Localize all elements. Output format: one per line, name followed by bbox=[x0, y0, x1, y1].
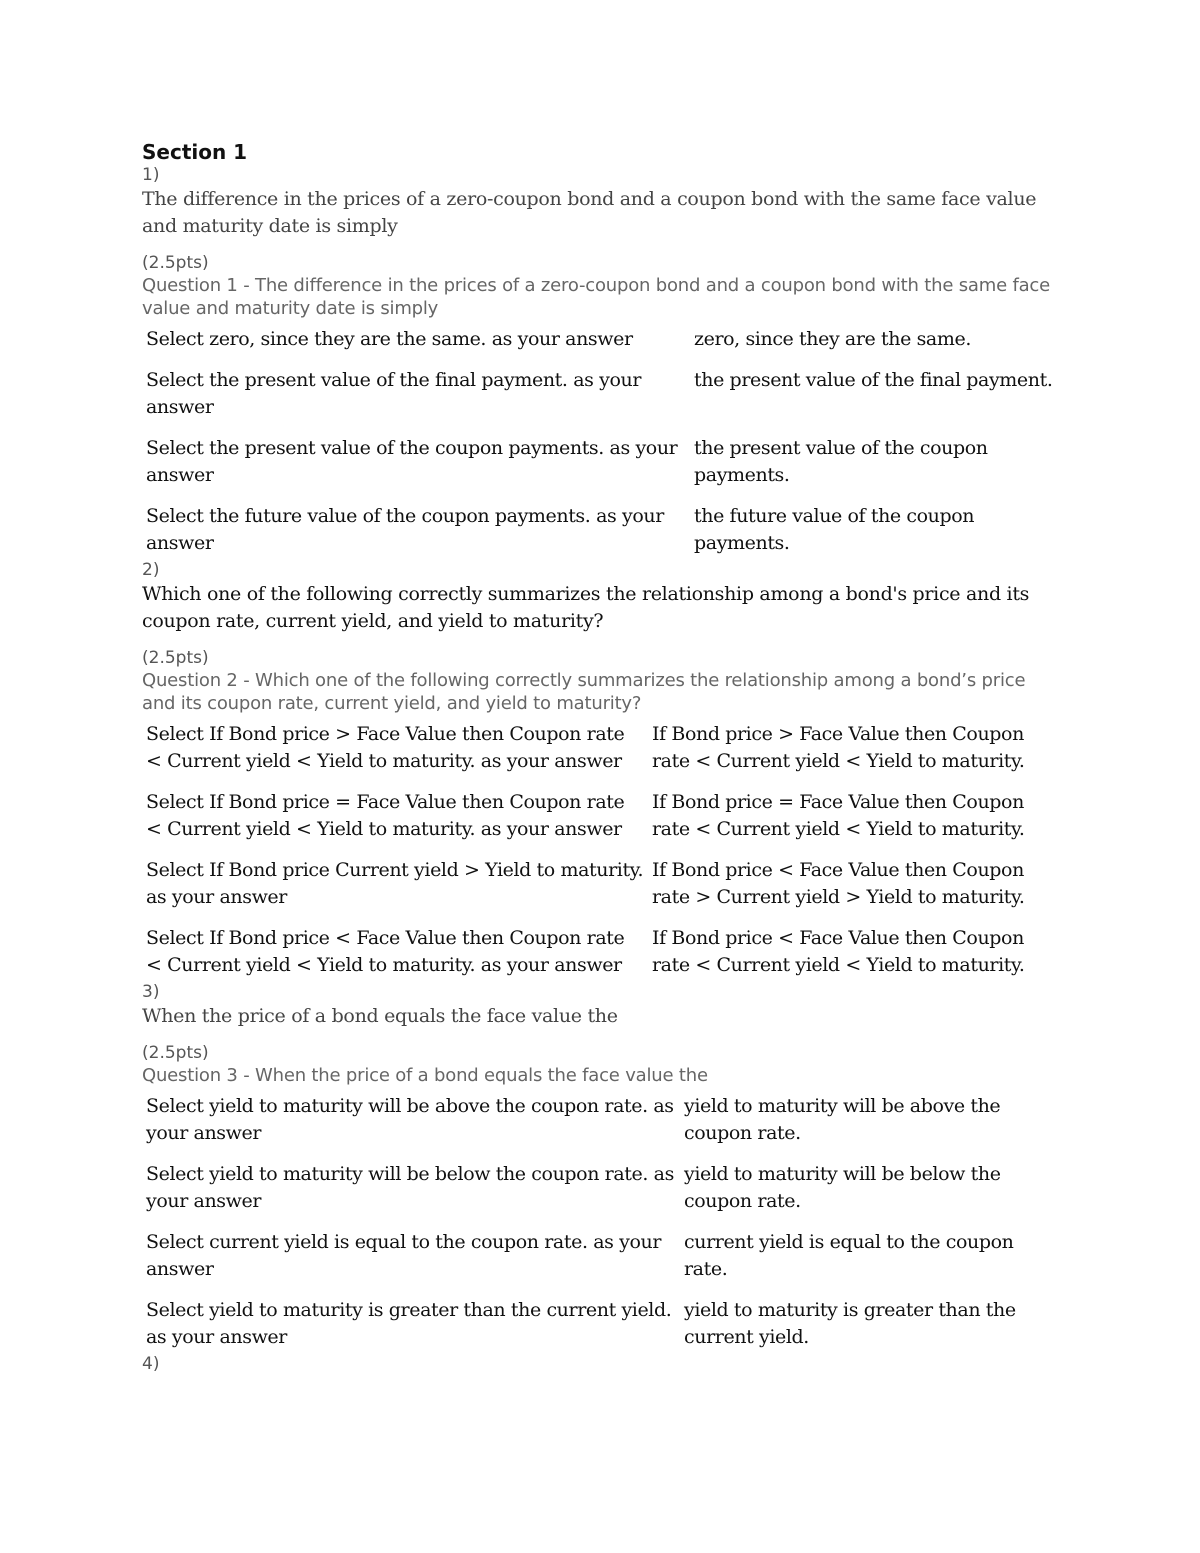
options-table bbox=[142, 721, 1062, 981]
option-select-label[interactable]: Select the present value of the final payment. as your answer bbox=[146, 369, 642, 418]
question-number: 4) bbox=[142, 1354, 160, 1374]
option-row[interactable] bbox=[142, 1297, 1062, 1353]
option-row[interactable] bbox=[142, 925, 1062, 981]
option-answer-text: the present value of the coupon payments. bbox=[694, 437, 988, 486]
option-select-label[interactable]: Select If Bond price > Face Value then Coupon rate < Current yield < Yield to maturity. as your answer bbox=[146, 723, 625, 772]
option-select-label[interactable]: Select yield to maturity will be below the coupon rate. as your answer bbox=[146, 1163, 674, 1212]
option-answer-text: yield to maturity will be below the coupon rate. bbox=[684, 1163, 1001, 1212]
question-number: 1) bbox=[142, 165, 160, 185]
option-select-label[interactable]: Select current yield is equal to the coupon rate. as your answer bbox=[146, 1231, 662, 1280]
option-select-label[interactable]: Select zero, since they are the same. as your answer bbox=[146, 328, 633, 350]
question-number: 3) bbox=[142, 982, 160, 1002]
option-select-label[interactable]: Select yield to maturity is greater than the current yield. as your answer bbox=[146, 1299, 672, 1348]
section-title: Section 1 bbox=[142, 140, 248, 164]
question-stem: Which one of the following correctly summarizes the relationship among a bond's price and its coupon rate, current yield, and yield to maturity? bbox=[142, 583, 1030, 632]
option-answer-text: If Bond price = Face Value then Coupon rate < Current yield < Yield to maturity. bbox=[652, 791, 1025, 840]
option-select-label[interactable]: Select If Bond price Current yield > Yield to maturity. as your answer bbox=[146, 859, 644, 908]
question-title: Question 2 - Which one of the following correctly summarizes the relationship among a bond’s price and its coupon rate, current yield, and yield to maturity? bbox=[142, 670, 1026, 714]
question-3 bbox=[142, 981, 1062, 1353]
question-points: (2.5pts) bbox=[142, 1043, 209, 1063]
option-answer-text: zero, since they are the same. bbox=[694, 328, 971, 350]
option-answer-text: current yield is equal to the coupon rate. bbox=[684, 1231, 1014, 1280]
option-answer-text: If Bond price > Face Value then Coupon rate < Current yield < Yield to maturity. bbox=[652, 723, 1025, 772]
option-row[interactable] bbox=[142, 789, 1062, 857]
option-select-label[interactable]: Select If Bond price < Face Value then Coupon rate < Current yield < Yield to maturity. as your answer bbox=[146, 927, 625, 976]
option-answer-text: yield to maturity is greater than the current yield. bbox=[684, 1299, 1016, 1348]
option-select-label[interactable]: Select the present value of the coupon payments. as your answer bbox=[146, 437, 678, 486]
option-row[interactable] bbox=[142, 1093, 1062, 1161]
question-1 bbox=[142, 164, 1062, 559]
option-row[interactable] bbox=[142, 721, 1062, 789]
question-title: Question 1 - The difference in the prices of a zero-coupon bond and a coupon bond with the same face value and maturity date is simply bbox=[142, 275, 1051, 319]
option-row[interactable] bbox=[142, 326, 1062, 367]
question-stem: The difference in the prices of a zero-coupon bond and a coupon bond with the same face value and maturity date is simply bbox=[142, 188, 1037, 237]
option-row[interactable] bbox=[142, 503, 1062, 559]
question-number: 2) bbox=[142, 560, 160, 580]
option-answer-text: yield to maturity will be above the coupon rate. bbox=[684, 1095, 1001, 1144]
option-row[interactable] bbox=[142, 1161, 1062, 1229]
option-select-label[interactable]: Select the future value of the coupon payments. as your answer bbox=[146, 505, 664, 554]
options-table bbox=[142, 326, 1062, 559]
question-stem: When the price of a bond equals the face value the bbox=[142, 1005, 618, 1027]
option-select-label[interactable]: Select If Bond price = Face Value then Coupon rate < Current yield < Yield to maturity. as your answer bbox=[146, 791, 625, 840]
option-select-label[interactable]: Select yield to maturity will be above the coupon rate. as your answer bbox=[146, 1095, 674, 1144]
question-points: (2.5pts) bbox=[142, 648, 209, 668]
option-answer-text: the future value of the coupon payments. bbox=[694, 505, 975, 554]
question-points: (2.5pts) bbox=[142, 253, 209, 273]
option-row[interactable] bbox=[142, 367, 1062, 435]
question-title: Question 3 - When the price of a bond equals the face value the bbox=[142, 1065, 708, 1086]
option-answer-text: If Bond price < Face Value then Coupon rate > Current yield > Yield to maturity. bbox=[652, 859, 1025, 908]
question-2 bbox=[142, 559, 1062, 981]
question-4 bbox=[142, 1353, 1062, 1375]
options-table bbox=[142, 1093, 1062, 1353]
option-answer-text: If Bond price < Face Value then Coupon rate < Current yield < Yield to maturity. bbox=[652, 927, 1025, 976]
option-row[interactable] bbox=[142, 1229, 1062, 1297]
option-answer-text: the present value of the final payment. bbox=[694, 369, 1053, 391]
option-row[interactable] bbox=[142, 435, 1062, 503]
option-row[interactable] bbox=[142, 857, 1062, 925]
document-page bbox=[142, 140, 1062, 1375]
